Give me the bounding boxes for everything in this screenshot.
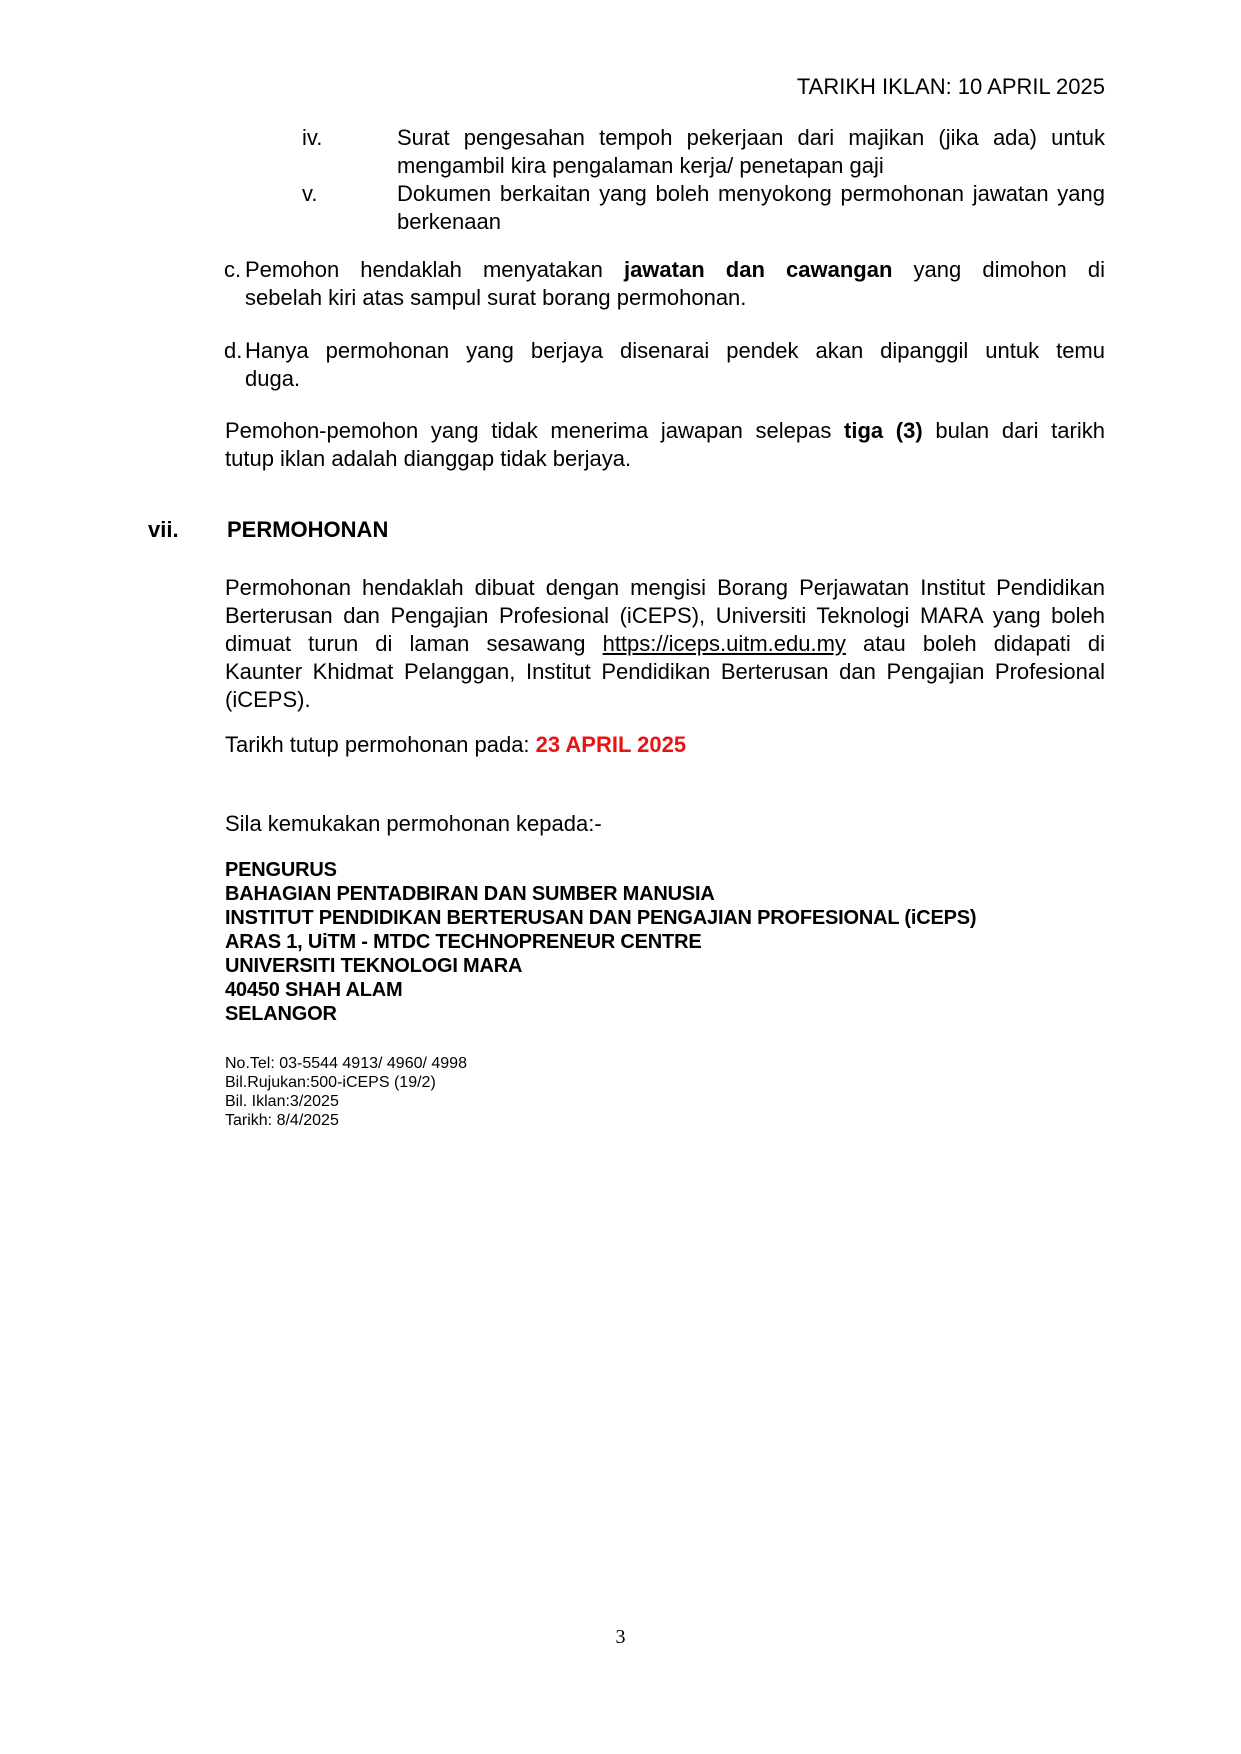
text-line bbox=[225, 630, 1105, 658]
text-line: BAHAGIAN PENTADBIRAN DAN SUMBER MANUSIA bbox=[225, 883, 715, 905]
text-line: PENGURUS bbox=[225, 859, 337, 881]
text-segment: jawatan dan cawangan bbox=[623, 257, 893, 282]
iceps-website-link[interactable]: https://iceps.uitm.edu.my bbox=[602, 631, 846, 656]
text-segment: Surat pengesahan tempoh pekerjaan dari majikan (jika ada) untuk bbox=[397, 125, 1105, 150]
document-instructions-lettered bbox=[224, 256, 1105, 393]
list-item bbox=[302, 180, 1105, 236]
text-line: 40450 SHAH ALAM bbox=[225, 979, 403, 1001]
text-line bbox=[245, 256, 1105, 284]
text-segment: Berterusan dan Pengajian Profesional (iCEPS), Universiti Teknologi MARA yang boleh bbox=[225, 603, 1105, 628]
closing-date-label: Tarikh tutup permohonan pada: bbox=[225, 732, 536, 757]
text-line: INSTITUT PENDIDIKAN BERTERUSAN DAN PENGAJIAN PROFESIONAL (iCEPS) bbox=[225, 907, 977, 929]
text-segment: Hanya permohonan yang berjaya disenarai pendek akan dipanggil untuk temu bbox=[245, 338, 1105, 363]
list-item-text bbox=[245, 337, 1105, 393]
closing-date-value: 23 APRIL 2025 bbox=[535, 732, 687, 757]
text-line bbox=[225, 686, 1105, 714]
text-segment: duga. bbox=[245, 366, 301, 391]
text-line: UNIVERSITI TEKNOLOGI MARA bbox=[225, 955, 523, 977]
text-line bbox=[225, 602, 1105, 630]
text-segment: atau boleh didapati di bbox=[845, 631, 1105, 656]
text-line: No.Tel: 03-5544 4913/ 4960/ 4998 bbox=[225, 1055, 467, 1072]
section-title: PERMOHONAN bbox=[227, 517, 389, 542]
text-segment: Dokumen berkaitan yang boleh menyokong permohonan jawatan yang bbox=[397, 181, 1105, 206]
text-line bbox=[225, 658, 1105, 686]
text-segment: tiga (3) bbox=[844, 418, 923, 443]
text-line bbox=[225, 574, 1105, 602]
text-segment: berkenaan bbox=[397, 209, 501, 234]
list-item bbox=[302, 124, 1105, 180]
text-segment: bulan dari tarikh bbox=[922, 418, 1105, 443]
list-item-marker: v. bbox=[302, 181, 318, 206]
advert-date-header: TARIKH IKLAN: 10 APRIL 2025 bbox=[796, 74, 1105, 99]
list-item-text bbox=[397, 124, 1105, 180]
list-item bbox=[224, 337, 1105, 393]
text-segment: dimuat turun di laman sesawang bbox=[225, 631, 603, 656]
text-line bbox=[397, 152, 1105, 180]
text-segment: yang dimohon di bbox=[892, 257, 1105, 282]
contact-info-block bbox=[225, 1054, 1241, 1130]
submit-instruction: Sila kemukakan permohonan kepada:- bbox=[225, 811, 602, 836]
closing-date-line bbox=[225, 731, 1241, 759]
text-line bbox=[397, 124, 1105, 152]
list-item-marker: iv. bbox=[302, 125, 323, 150]
list-item-text bbox=[397, 180, 1105, 236]
text-segment: sebelah kiri atas sampul surat borang permohonan. bbox=[245, 285, 747, 310]
list-item bbox=[224, 256, 1105, 312]
document-checklist-roman bbox=[302, 124, 1105, 236]
text-segment: Permohonan hendaklah dibuat dengan mengisi Borang Perjawatan Institut Pendidikan bbox=[225, 575, 1105, 600]
text-line: ARAS 1, UiTM - MTDC TECHNOPRENEUR CENTRE bbox=[225, 931, 702, 953]
address-block bbox=[225, 858, 1241, 1026]
unsuccessful-note-paragraph bbox=[225, 417, 1105, 473]
list-item-text bbox=[245, 256, 1105, 312]
list-item-marker: c. bbox=[224, 257, 242, 282]
text-line: Bil. Iklan:3/2025 bbox=[225, 1093, 339, 1110]
text-segment: tutup iklan adalah dianggap tidak berjaya. bbox=[225, 446, 632, 471]
page-number: 3 bbox=[615, 1626, 626, 1648]
text-line bbox=[245, 337, 1105, 365]
list-item-marker: d. bbox=[224, 338, 243, 363]
text-line bbox=[245, 365, 1105, 393]
text-line: Tarikh: 8/4/2025 bbox=[225, 1112, 339, 1129]
section-heading-permohonan bbox=[148, 516, 1241, 544]
text-segment: Pemohon-pemohon yang tidak menerima jawapan selepas bbox=[225, 418, 844, 443]
text-segment: Kaunter Khidmat Pelanggan, Institut Pendidikan Berterusan dan Pengajian Profesional bbox=[225, 659, 1105, 684]
text-line bbox=[397, 208, 1105, 236]
text-segment: (iCEPS). bbox=[225, 687, 311, 712]
text-segment: mengambil kira pengalaman kerja/ penetapan gaji bbox=[397, 153, 884, 178]
section-number: vii. bbox=[148, 517, 179, 542]
text-line bbox=[225, 417, 1105, 445]
text-line bbox=[245, 284, 1105, 312]
text-line: SELANGOR bbox=[225, 1003, 337, 1025]
application-instructions-paragraph bbox=[225, 574, 1105, 714]
text-line: Bil.Rujukan:500-iCEPS (19/2) bbox=[225, 1074, 436, 1091]
text-line bbox=[397, 180, 1105, 208]
text-segment: Pemohon hendaklah menyatakan bbox=[245, 257, 624, 282]
text-line bbox=[225, 445, 1105, 473]
